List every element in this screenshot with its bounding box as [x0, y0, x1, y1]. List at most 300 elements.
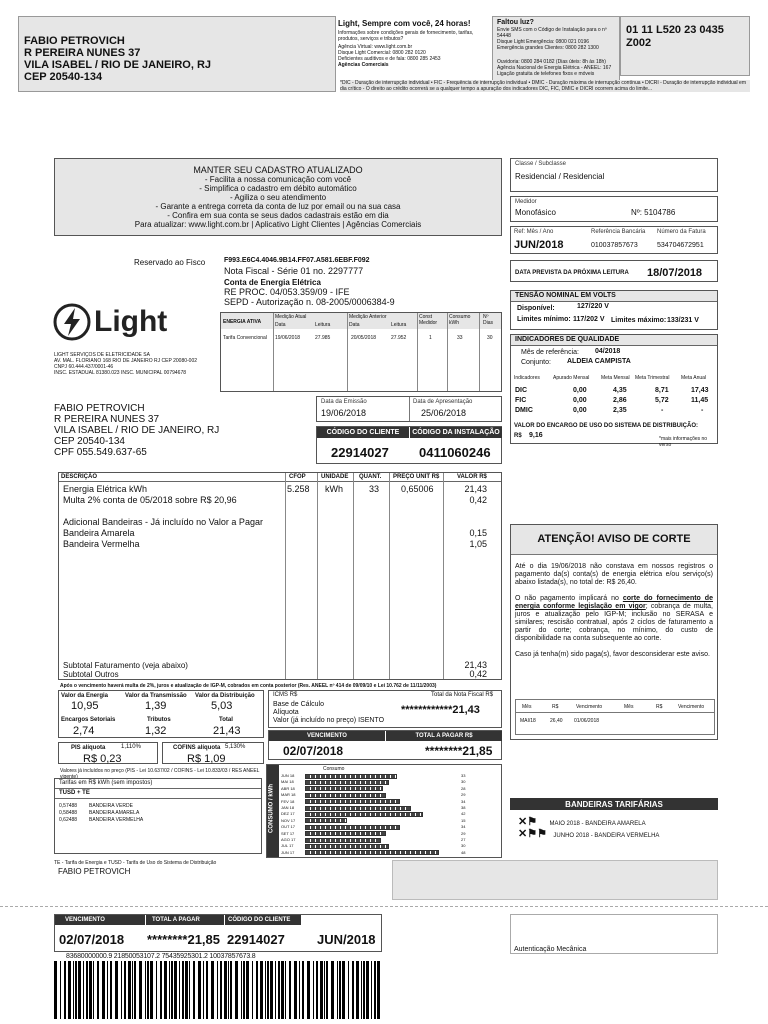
codigo-instalacao-value: 0411060246	[419, 445, 491, 460]
barcode-bar	[156, 961, 157, 1019]
historico-month: NOV 17	[281, 817, 296, 823]
stub-h1: TOTAL A PAGAR	[146, 915, 224, 925]
historico-month: JUN 17	[281, 849, 295, 855]
cadastro-line-2: - Simplifica o cadastro em débito automático	[199, 184, 357, 193]
light-logo-text: Light	[94, 305, 168, 338]
energia-quant: 33	[369, 484, 380, 494]
glossary-note: *DIC - Duração de interrupção individual • FIC - Frequência de interrupção individual • DMIC - Duração máxima de interrupção contínua • DICRI - Duração de interrupção individual em dia crítico - O direito ao crédito ocorrerá se a qualquer tempo a apuração dos indicadores DIC, FIC, DMIC e DICRI ocorrem acima do limite...	[340, 80, 750, 92]
medicao-r1: 19/06/2018	[275, 335, 301, 341]
barcode-bar	[326, 961, 328, 1019]
barcode-bar	[260, 961, 263, 1019]
barcode-bar	[352, 961, 354, 1019]
historico-month: JAN 18	[281, 805, 295, 810]
historico-month: MAI 18	[281, 779, 294, 785]
contact-info: Informações sobre condições gerais de fornecimento, tarifas, produtos, serviços e tributos?	[338, 30, 474, 42]
tarifa-vermelha-nome: BANDEIRA VERMELHA	[89, 817, 144, 823]
medicao-table	[220, 312, 502, 392]
qualidade-h2: Meta Mensal	[601, 375, 630, 381]
aviso-h2: Vencimento	[576, 704, 603, 710]
stub-cliente: 22914027	[227, 932, 285, 947]
barcode-bar	[179, 961, 180, 1019]
codigo-cliente-value: 22914027	[331, 445, 389, 460]
dmic-label: DMIC	[515, 407, 533, 414]
historico-bar	[305, 774, 397, 779]
pagar-total-label: TOTAL A PAGAR R$	[386, 731, 502, 741]
empresa-insc: INSC. ESTADUAL 81380.023 INSC. MUNICIPAL 00794678	[54, 370, 187, 376]
classe-value: Residencial / Residencial	[515, 172, 605, 181]
amarela-desc: Bandeira Amarela	[63, 528, 135, 538]
barcode-digits: 83680000000.9 21850053107.2 75435925301.2 10037857673.8	[66, 953, 256, 960]
barcode-bar	[278, 961, 280, 1019]
ref-banc-label: Referência Bancária	[591, 229, 646, 235]
historico-value: 33	[461, 773, 466, 778]
historico-bar	[305, 850, 439, 855]
apresentacao-label: Data de Apresentação	[413, 399, 473, 405]
medidor-label: Medidor	[515, 199, 537, 205]
historico-rows	[281, 773, 501, 857]
qualidade-h0: Indicadores	[514, 375, 540, 381]
historico-bar	[305, 806, 411, 811]
apresentacao-value: 25/06/2018	[421, 408, 467, 418]
historico-bar	[305, 780, 389, 785]
items-col-line-5	[443, 473, 444, 679]
medicao-r7: 30	[487, 335, 493, 341]
tarifas-box	[54, 778, 262, 854]
barcode-bar	[182, 961, 184, 1019]
barcode-bar	[307, 961, 310, 1019]
reservado-fisco: Reservado ao Fisco	[134, 258, 206, 267]
light-logo-icon	[52, 302, 92, 342]
energia-valor: 21,43	[464, 484, 487, 494]
medicao-h1a: Data	[275, 322, 286, 328]
tensao-min-value: 117/202 V	[573, 316, 605, 323]
encargo-label: VALOR DO ENCARGO DE USO DO SISTEMA DE DISTRIBUIÇÃO:	[514, 423, 699, 429]
historico-month: DEZ 17	[281, 811, 295, 817]
fic-label: FIC	[515, 397, 527, 404]
historico-top-label: Consumo	[323, 766, 345, 772]
historico-month: OUT 17	[281, 824, 295, 830]
fat-dist-value: 5,03	[211, 700, 233, 712]
cliente-address	[54, 403, 219, 458]
fatura-label: Número da Fatura	[657, 229, 706, 235]
emissao-value: 19/06/2018	[321, 408, 367, 418]
te-note: TE - Tarifa de Energia e TUSD - Tarifa de Uso do Sistema de Distribuição	[54, 860, 217, 866]
vermelha-desc: Bandeira Vermelha	[63, 539, 140, 549]
fat-energia-value: 10,95	[71, 700, 99, 712]
barcode-bar	[60, 961, 61, 1019]
barcode-bar	[224, 961, 227, 1019]
historico-month: SET 17	[281, 830, 295, 836]
items-h-cfop: CFOP	[289, 474, 306, 480]
historico-bar	[305, 786, 383, 791]
aviso-h1: R$	[552, 704, 559, 710]
medicao-h2a: Data	[349, 322, 360, 328]
stub-ref: JUN/2018	[317, 932, 376, 947]
fat-transm-value: 1,39	[145, 700, 167, 712]
header-code-2: Z002	[626, 37, 652, 49]
multa-valor: 0,42	[469, 495, 487, 505]
icms-valor: Valor (já incluído no preço) ISENTO	[273, 717, 385, 724]
light-logo	[52, 300, 172, 346]
pis-box	[58, 742, 158, 764]
stub-venc: 02/07/2018	[59, 932, 125, 947]
dic-apurado: 0,00	[573, 387, 587, 394]
historico-bar	[305, 831, 386, 836]
stub-cut-line	[0, 906, 768, 907]
tensao-max-value: 133/231 V	[667, 317, 699, 324]
barcode-bar	[217, 961, 218, 1019]
tensao-max-label: Limites máximo:	[611, 317, 667, 324]
barcode-bar	[275, 961, 276, 1019]
barcode-bar	[189, 961, 190, 1019]
stub-box	[54, 914, 382, 952]
barcode-bar	[294, 961, 297, 1019]
barcode-bar	[374, 961, 376, 1019]
medicao-r2: 27.985	[315, 335, 331, 341]
barcode-bar	[313, 961, 314, 1019]
bandeira-maio-label: MAIO 2018 - BANDEIRA AMARELA	[549, 821, 646, 827]
fat-tributos-label: Tributos	[147, 717, 171, 723]
items-col-line-2	[317, 473, 318, 679]
encargo-rs: R$	[514, 433, 522, 439]
historico-bar	[305, 818, 347, 823]
dic-mensal: 4,35	[613, 387, 627, 394]
barcode-bar	[289, 961, 291, 1019]
amarela-valor: 0,15	[469, 528, 487, 538]
aviso-p2a: O não pagamento implicará no	[515, 595, 619, 602]
cliente-city: VILA ISABEL / RIO DE JANEIRO, RJ	[54, 425, 220, 436]
barcode-bar	[361, 961, 362, 1019]
cadastro-line-4: - Garante a entrega correta da conta de luz por email ou na sua casa	[155, 202, 401, 211]
barcode-bar	[171, 961, 173, 1019]
barcode-bar	[145, 961, 146, 1019]
historico-month: FEV 18	[281, 798, 295, 804]
header-code-1: 01 11 L520 23 0435	[626, 24, 724, 36]
medidor-value: Monofásico	[515, 208, 556, 217]
historico-bar	[305, 825, 400, 830]
barcode-bar	[241, 961, 242, 1019]
aviso-h5: Vencimento	[678, 704, 705, 710]
pis-value: R$ 0,23	[83, 753, 122, 765]
barcode-bar	[316, 961, 318, 1019]
barcode-bar	[366, 961, 369, 1019]
pagar-box	[268, 730, 502, 760]
cadastro-line-6: Para atualizar: www.light.com.br | Aplicativo Light Clientes | Agências Comerciais	[134, 220, 422, 229]
barcode-bar	[320, 961, 323, 1019]
conta-energia: Conta de Energia Elétrica	[224, 278, 321, 287]
aviso-h0: Mês	[522, 704, 532, 710]
pis-note: Valores já incluídos no preço (PIS - Lei 10.637/02 / COFINS - Lei 10.833/03 / RES ANEEL vigente)	[60, 768, 260, 780]
adicional-desc: Adicional Bandeiras - Já incluído no Valor a Pagar	[63, 517, 263, 527]
cliente-cpf: CPF 055.549.637-65	[54, 447, 147, 458]
cadastro-title: MANTER SEU CADASTRO ATUALIZADO	[193, 165, 363, 175]
aviso-p3: Caso já tenha(m) sido paga(s), favor desconsiderar este aviso.	[515, 651, 710, 658]
barcode-bar	[93, 961, 94, 1019]
items-col-line-3	[353, 473, 354, 679]
stub-total: ********21,85	[147, 932, 221, 947]
fic-anual: 11,45	[691, 397, 709, 404]
cofins-box	[162, 742, 264, 764]
barcode-bar	[185, 961, 188, 1019]
tarifa-verde-valor: 0,57488	[59, 803, 78, 809]
medicao-h1: Medição Atual	[275, 314, 307, 320]
barcode-bar	[230, 961, 232, 1019]
historico-value: 30	[461, 843, 466, 849]
auth-label: Autenticação Mecânica	[514, 946, 587, 953]
aviso-title: ATENÇÃO! AVISO DE CORTE	[511, 525, 717, 555]
historico-month: ABR 18	[281, 785, 295, 791]
qualidade-h1: Apurado Mensal	[553, 375, 590, 381]
qualidade-title: INDICADORES DE QUALIDADE	[511, 335, 717, 346]
barcode-bar	[342, 961, 345, 1019]
icms-total-label: Total da Nota Fiscal R$	[431, 692, 494, 698]
medicao-col-lines	[273, 313, 274, 391]
medicao-r0: Tarifa Convencional	[223, 335, 267, 341]
energia-unid: kWh	[325, 484, 343, 494]
items-h-unid: UNIDADE	[321, 474, 349, 480]
cadastro-box	[54, 158, 502, 236]
contact-box	[338, 16, 488, 76]
aviso-p1: Até o dia 19/06/2018 não constava em nossos registros o pagamento da(s) conta(s) de energia elétrica e/ou serviço(s) abaixo listada(s), no total de: R$ 26,40.	[515, 563, 713, 586]
barcode-bar	[169, 961, 170, 1019]
historico-value: 28	[461, 785, 466, 791]
cadastro-line-3: - Agiliza o seu atendimento	[229, 193, 327, 202]
barcode-bar	[160, 961, 162, 1019]
aviso-p2b: corte do fornecimento de energia conforme legislação em vigor	[515, 595, 713, 610]
barcode-bar	[285, 961, 286, 1019]
encargo-note: *mais informações no verso	[659, 436, 708, 448]
blank-box	[392, 860, 718, 900]
aviso-h3: Mês	[624, 704, 634, 710]
tensao-min-label: Limites mínimo:	[517, 316, 571, 323]
medicao-col-line-3	[417, 313, 418, 391]
header-city: VILA ISABEL / RIO DE JANEIRO, RJ	[24, 59, 212, 71]
faltou-sms: Envie SMS com o Código de Instalação para o nº 54448	[497, 27, 607, 39]
tarifa-amarela-valor: 0,58488	[59, 810, 78, 816]
fic-trim: 5,72	[655, 397, 669, 404]
barcode-bar	[107, 961, 108, 1019]
qualidade-conj-label: Conjunto:	[521, 359, 551, 366]
empresa-info	[54, 352, 219, 376]
cliente-name: FABIO PETROVICH	[54, 403, 145, 414]
historico-value: 48	[461, 849, 466, 855]
medidor-number: Nº: 5104786	[631, 208, 676, 217]
medicao-col-line-4	[447, 313, 448, 391]
barcode-bar	[86, 961, 88, 1019]
contact-title: Light, Sempre com você, 24 horas!	[338, 19, 471, 28]
tensao-title: TENSÃO NOMINAL EM VOLTS	[511, 291, 717, 302]
faltou-title: Faltou luz?	[497, 19, 534, 26]
dic-trim: 8,71	[655, 387, 669, 394]
contact-agencia: Agência Virtual: www.light.com.br	[338, 44, 413, 50]
aviso-h4: R$	[656, 704, 663, 710]
fat-tributos-value: 1,32	[145, 725, 167, 737]
historico-value: 38	[461, 805, 466, 810]
ref-mes-label: Ref: Mês / Ano	[514, 229, 554, 235]
aviso-r2: 01/06/2018	[574, 718, 600, 724]
dmic-apurado: 0,00	[573, 407, 587, 414]
fat-box	[58, 690, 264, 738]
fat-total-label: Total	[219, 717, 233, 723]
icms-total-value: ************21,43	[401, 704, 480, 716]
cofins-label: COFINS alíquota	[173, 745, 221, 751]
barcode-bar	[363, 961, 365, 1019]
pagar-venc-value: 02/07/2018	[283, 744, 344, 758]
medicao-r6: 33	[457, 335, 463, 341]
cadastro-line-5: - Confira em sua conta se seus dados cadastrais estão em dia	[167, 211, 389, 220]
subtotal-fat-label: Subtotal Faturamento (veja abaixo)	[63, 661, 188, 670]
items-h-desc: DESCRIÇÃO	[61, 474, 98, 480]
historico-bar	[305, 793, 386, 798]
flag-x-icon: ✕⚑	[518, 816, 538, 828]
fic-apurado: 0,00	[573, 397, 587, 404]
tensao-disp-value: 127/220 V	[577, 303, 609, 310]
classe-label: Classe / Subclasse	[515, 161, 567, 167]
barcode-bar	[203, 961, 204, 1019]
barcode-bar	[147, 961, 149, 1019]
items-h-quant: QUANT.	[359, 474, 382, 480]
tarifas-title: Tarifas em R$ kWh (sem impostos)	[55, 779, 261, 789]
fat-encargos-label: Encargos Setoriais	[61, 717, 116, 723]
energia-cfop: 5.258	[287, 484, 310, 494]
pis-label: PIS alíquota	[71, 745, 106, 751]
barcode-bar	[356, 961, 359, 1019]
contact-deficientes: Deficientes auditivos e de fala: 0800 285 2453	[338, 56, 441, 62]
barcode-bar	[339, 961, 341, 1019]
fat-energia-label: Valor da Energia	[61, 693, 109, 699]
ref-banc-value: 010037857673	[591, 242, 638, 249]
barcode-bar	[75, 961, 77, 1019]
historico-value: 29	[461, 792, 466, 798]
barcode-bar	[235, 961, 238, 1019]
header-street: R PEREIRA NUNES 37	[24, 47, 141, 59]
energia-desc: Energia Elétrica kWh	[63, 484, 148, 494]
barcode-bar	[265, 961, 266, 1019]
tarifa-vermelha-valor: 0,62488	[59, 817, 78, 823]
medicao-r5: 1	[429, 335, 432, 341]
multa-desc: Multa 2% conta de 05/2018 sobre R$ 20,96	[63, 495, 237, 505]
historico-box	[266, 764, 502, 858]
dic-label: DIC	[515, 387, 528, 394]
tensao-disp-label: Disponível:	[517, 305, 555, 312]
barcode-bar	[134, 961, 136, 1019]
medicao-h4: Consumo kWh	[449, 314, 471, 326]
tarifa-amarela-nome: BANDEIRA AMARELA	[89, 810, 140, 816]
historico-month: JUN 18	[281, 773, 295, 778]
historico-value: 34	[461, 798, 466, 804]
pagar-venc-label: VENCIMENTO	[269, 731, 385, 741]
historico-value: 29	[461, 830, 466, 836]
medicao-h2b: Leitura	[391, 322, 407, 328]
tensao-box	[510, 290, 718, 330]
barcode-bar	[252, 961, 253, 1019]
barcode-bar	[193, 961, 195, 1019]
header-cep: CEP 20540-134	[24, 71, 103, 83]
barcode-bar	[54, 961, 57, 1019]
medidor-box	[510, 196, 718, 222]
subtotal-outros-value: 0,42	[469, 669, 487, 679]
bandeira-junho	[518, 824, 659, 842]
barcode-bar	[228, 961, 229, 1019]
barcode-bar	[281, 961, 284, 1019]
vencimento-note: Após o vencimento haverá multa de 2%, juros e atualização de IGP-M, cobrados em conta posterior (Res. ANEEL nº 414 de 09/09/10 e Lei 10.762 de 11/11/2003)	[60, 683, 437, 689]
historico-month: JUL 17	[281, 843, 294, 849]
bandeiras-title: BANDEIRAS TARIFÁRIAS	[510, 798, 718, 810]
barcode-bar	[73, 961, 74, 1019]
dmic-trim: -	[661, 407, 664, 414]
barcode-bar	[68, 961, 71, 1019]
icms-aliquota: Alíquota	[273, 709, 299, 716]
barcode-bar	[211, 961, 214, 1019]
cliente-cep: CEP 20540-134	[54, 436, 125, 447]
medicao-h0: ENERGIA ATIVA	[223, 319, 262, 325]
historico-bar	[305, 799, 400, 804]
qualidade-h3: Meta Trimestral	[635, 375, 670, 381]
header-name: FABIO PETROVICH	[24, 35, 125, 47]
qualidade-conj-value: ALDEIA CAMPISTA	[567, 358, 631, 365]
barcode-bar	[348, 961, 349, 1019]
barcode-bar	[78, 961, 81, 1019]
historico-month: AGO 17	[281, 837, 296, 842]
subtotal-fat-value: 21,43	[464, 660, 487, 670]
energia-preco: 0,65006	[401, 484, 434, 494]
historico-value: 15	[461, 817, 466, 823]
fat-total-value: 21,43	[213, 725, 241, 737]
empresa-endereco: AV. MAL. FLORIANO 168 RIO DE JANEIRO RJ CEP 20080-002	[54, 358, 198, 364]
medicao-h5: Nº Dias	[483, 314, 494, 326]
medicao-h1b: Leitura	[315, 322, 331, 328]
vermelha-valor: 1,05	[469, 539, 487, 549]
aviso-r0: MAI/18	[520, 718, 536, 724]
barcode-bar	[324, 961, 325, 1019]
ref-box	[510, 226, 718, 254]
codigo-cliente-label: CÓDIGO DO CLIENTE	[317, 427, 409, 438]
proxima-leitura-value: 18/07/2018	[647, 267, 703, 279]
barcode-bar	[83, 961, 84, 1019]
aviso-p2	[511, 587, 717, 643]
fic-mensal: 2,86	[613, 397, 627, 404]
stub-h0: VENCIMENTO	[55, 915, 145, 925]
aviso-table-line	[516, 712, 714, 713]
flag-x-icon-2: ✕⚑⚑	[518, 828, 547, 840]
codigo-instalacao-label: CÓDIGO DA INSTALAÇÃO	[410, 427, 502, 438]
qualidade-box	[510, 334, 718, 448]
barcode-bar	[243, 961, 245, 1019]
barcode-bar	[110, 961, 112, 1019]
barcode-bar	[256, 961, 258, 1019]
aviso-p2c: ; cobrança de multa, juros e atualização pelo IGP-M; inclusão no SERASA e similares; rescisão contratual, após 2 ciclos de faturamento a partir do corte; cobrança, no mínimo, do custo de disponibilidade na conta subsequente ao corte.	[515, 603, 713, 642]
items-col-line-4	[389, 473, 390, 679]
cofins-aliquota: 5,130%	[225, 744, 246, 750]
bandeira-junho-label: JUNHO 2018 - BANDEIRA VERMELHA	[553, 833, 660, 839]
barcode-bar	[270, 961, 273, 1019]
aviso-table	[515, 699, 715, 735]
stub-h2: CÓDIGO DO CLIENTE	[225, 915, 301, 925]
empresa-cnpj: CNPJ 60.444.437/0001-46	[54, 364, 114, 370]
proxima-leitura-label: DATA PREVISTA DA PRÓXIMA LEITURA	[515, 270, 629, 276]
barcode-bar	[246, 961, 249, 1019]
historico-value: 34	[461, 824, 466, 830]
fatura-value: 534704672951	[657, 242, 704, 249]
barcode-bar	[174, 961, 177, 1019]
icms-label: ICMS R$	[273, 692, 298, 698]
gratuita: Ligação gratuita de telefones fixos e móveis	[497, 71, 595, 77]
barcode-bar	[299, 961, 300, 1019]
medicao-r3: 20/05/2018	[351, 335, 377, 341]
barcode-bar	[64, 961, 66, 1019]
cadastro-line-1: - Facilita a nossa comunicação com você	[204, 175, 352, 184]
icms-base: Base de Cálculo	[273, 701, 324, 708]
